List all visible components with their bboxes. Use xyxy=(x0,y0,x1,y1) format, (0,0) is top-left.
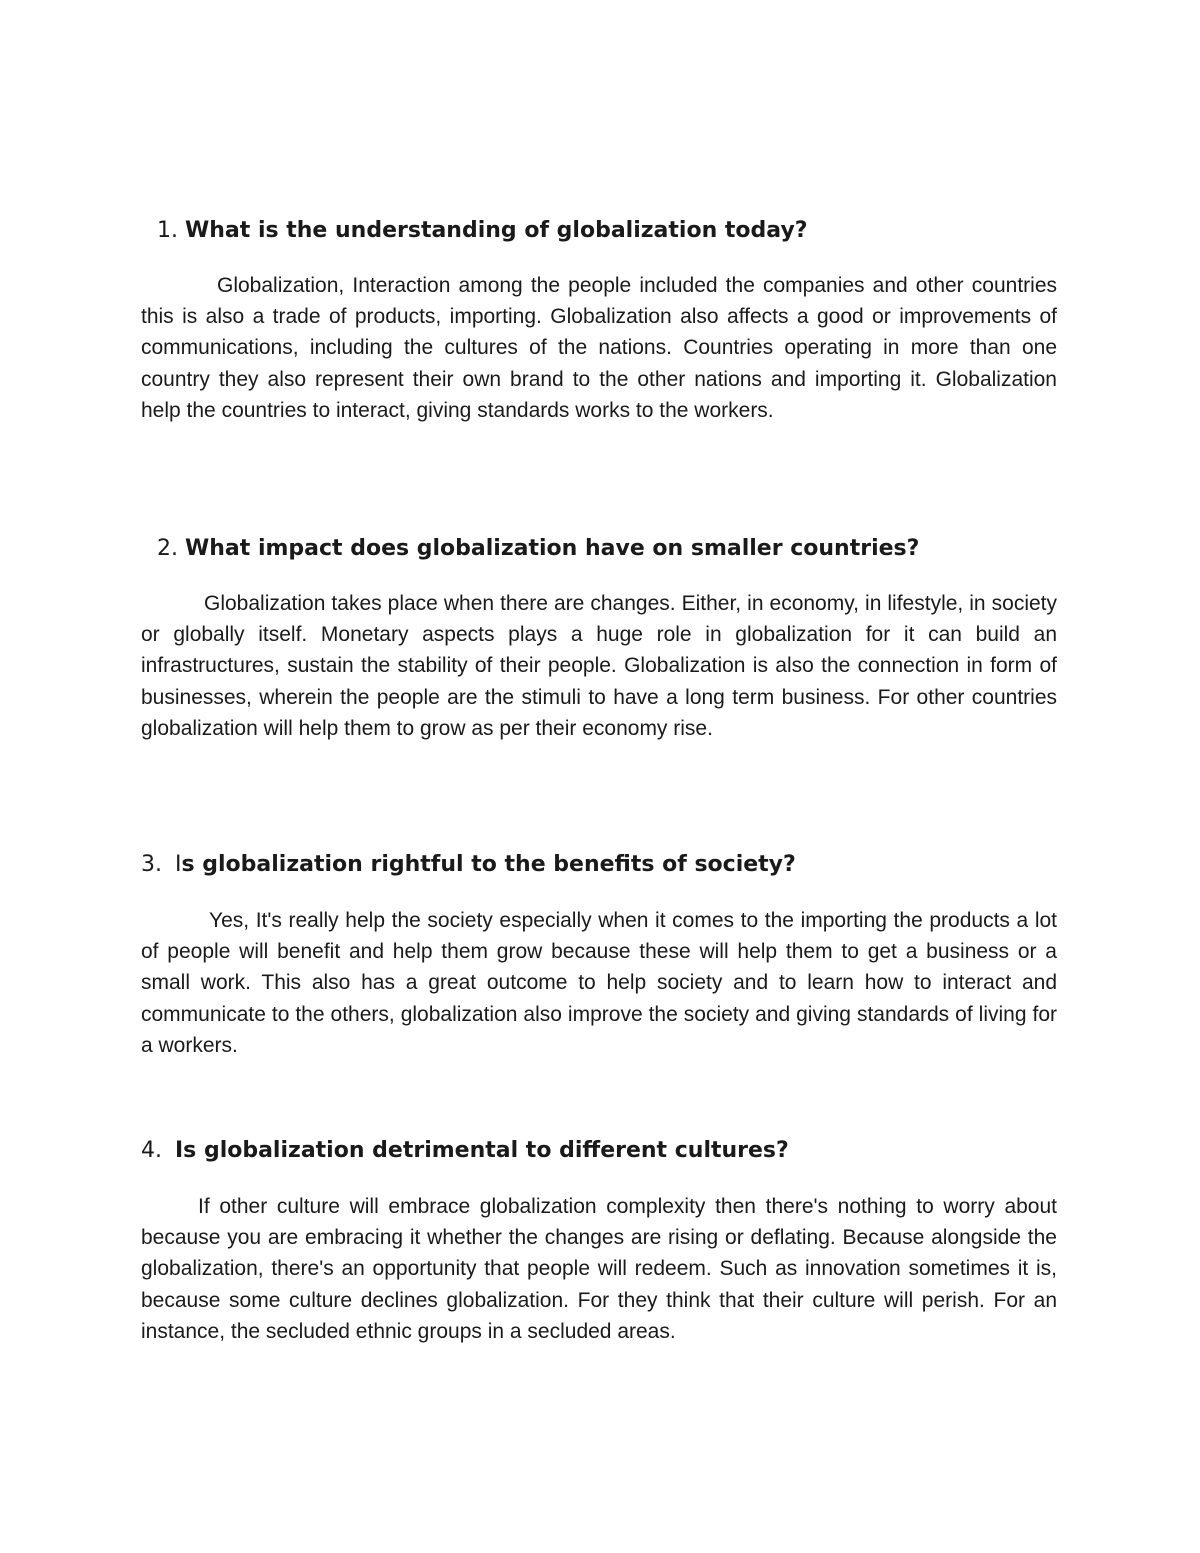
question-1-text: What is the understanding of globalization today? xyxy=(185,218,808,243)
answer-2-text: Globalization takes place when there are changes. Either, in economy, in lifestyle, in society or globally itself. Monetary aspects plays a huge role in globalization for it can build an infrastructures, sustain the stability of their people. Globalization is also the connection in form of businesses, wherein the people are the stimuli to have a long term business. For other countries globalization will help them to grow as per their economy rise. xyxy=(141,592,1057,740)
answer-4-text: If other culture will embrace globalization complexity then there's nothing to worry about because you are embracing it whether the changes are rising or deflating. Because alongside the globalization, there's an opportunity that people will redeem. Such as innovation sometimes it is, because some culture declines globalization. For they think that their culture will perish. For an instance, the secluded ethnic groups in a secluded areas. xyxy=(141,1195,1057,1343)
answer-1-text: Globalization, Interaction among the people included the companies and other countries this is also a trade of products, importing. Globalization also affects a good or improvements of communications, including the cultures of the nations. Countries operating in more than one country they also represent their own brand to the other nations and importing it. Globalization help the countries to interact, giving standards works to the workers. xyxy=(141,274,1057,422)
question-3-heading xyxy=(141,851,796,879)
answer-2-paragraph xyxy=(141,588,1057,744)
question-1-number: 1. xyxy=(157,218,178,243)
question-2-heading xyxy=(157,535,919,563)
question-4-number: 4. xyxy=(141,1138,162,1163)
question-4-heading xyxy=(141,1137,789,1165)
question-2-text: What impact does globalization have on smaller countries? xyxy=(185,536,920,561)
question-3-prefix: I xyxy=(175,852,182,877)
question-3-text: s globalization rightful to the benefits of society? xyxy=(181,852,796,877)
question-1-heading xyxy=(157,217,808,245)
question-3-number: 3. xyxy=(141,852,162,877)
question-4-text: Is globalization detrimental to different cultures? xyxy=(175,1138,789,1163)
question-2-number: 2. xyxy=(157,536,178,561)
answer-3-text: Yes, It's really help the society especially when it comes to the importing the products a lot of people will benefit and help them grow because these will help them to get a business or a small work. This also has a great outcome to help society and to learn how to interact and communicate to the others, globalization also improve the society and giving standards of living for a workers. xyxy=(141,909,1057,1057)
answer-1-paragraph xyxy=(141,270,1057,426)
answer-3-paragraph xyxy=(141,905,1057,1061)
answer-4-paragraph xyxy=(141,1191,1057,1347)
